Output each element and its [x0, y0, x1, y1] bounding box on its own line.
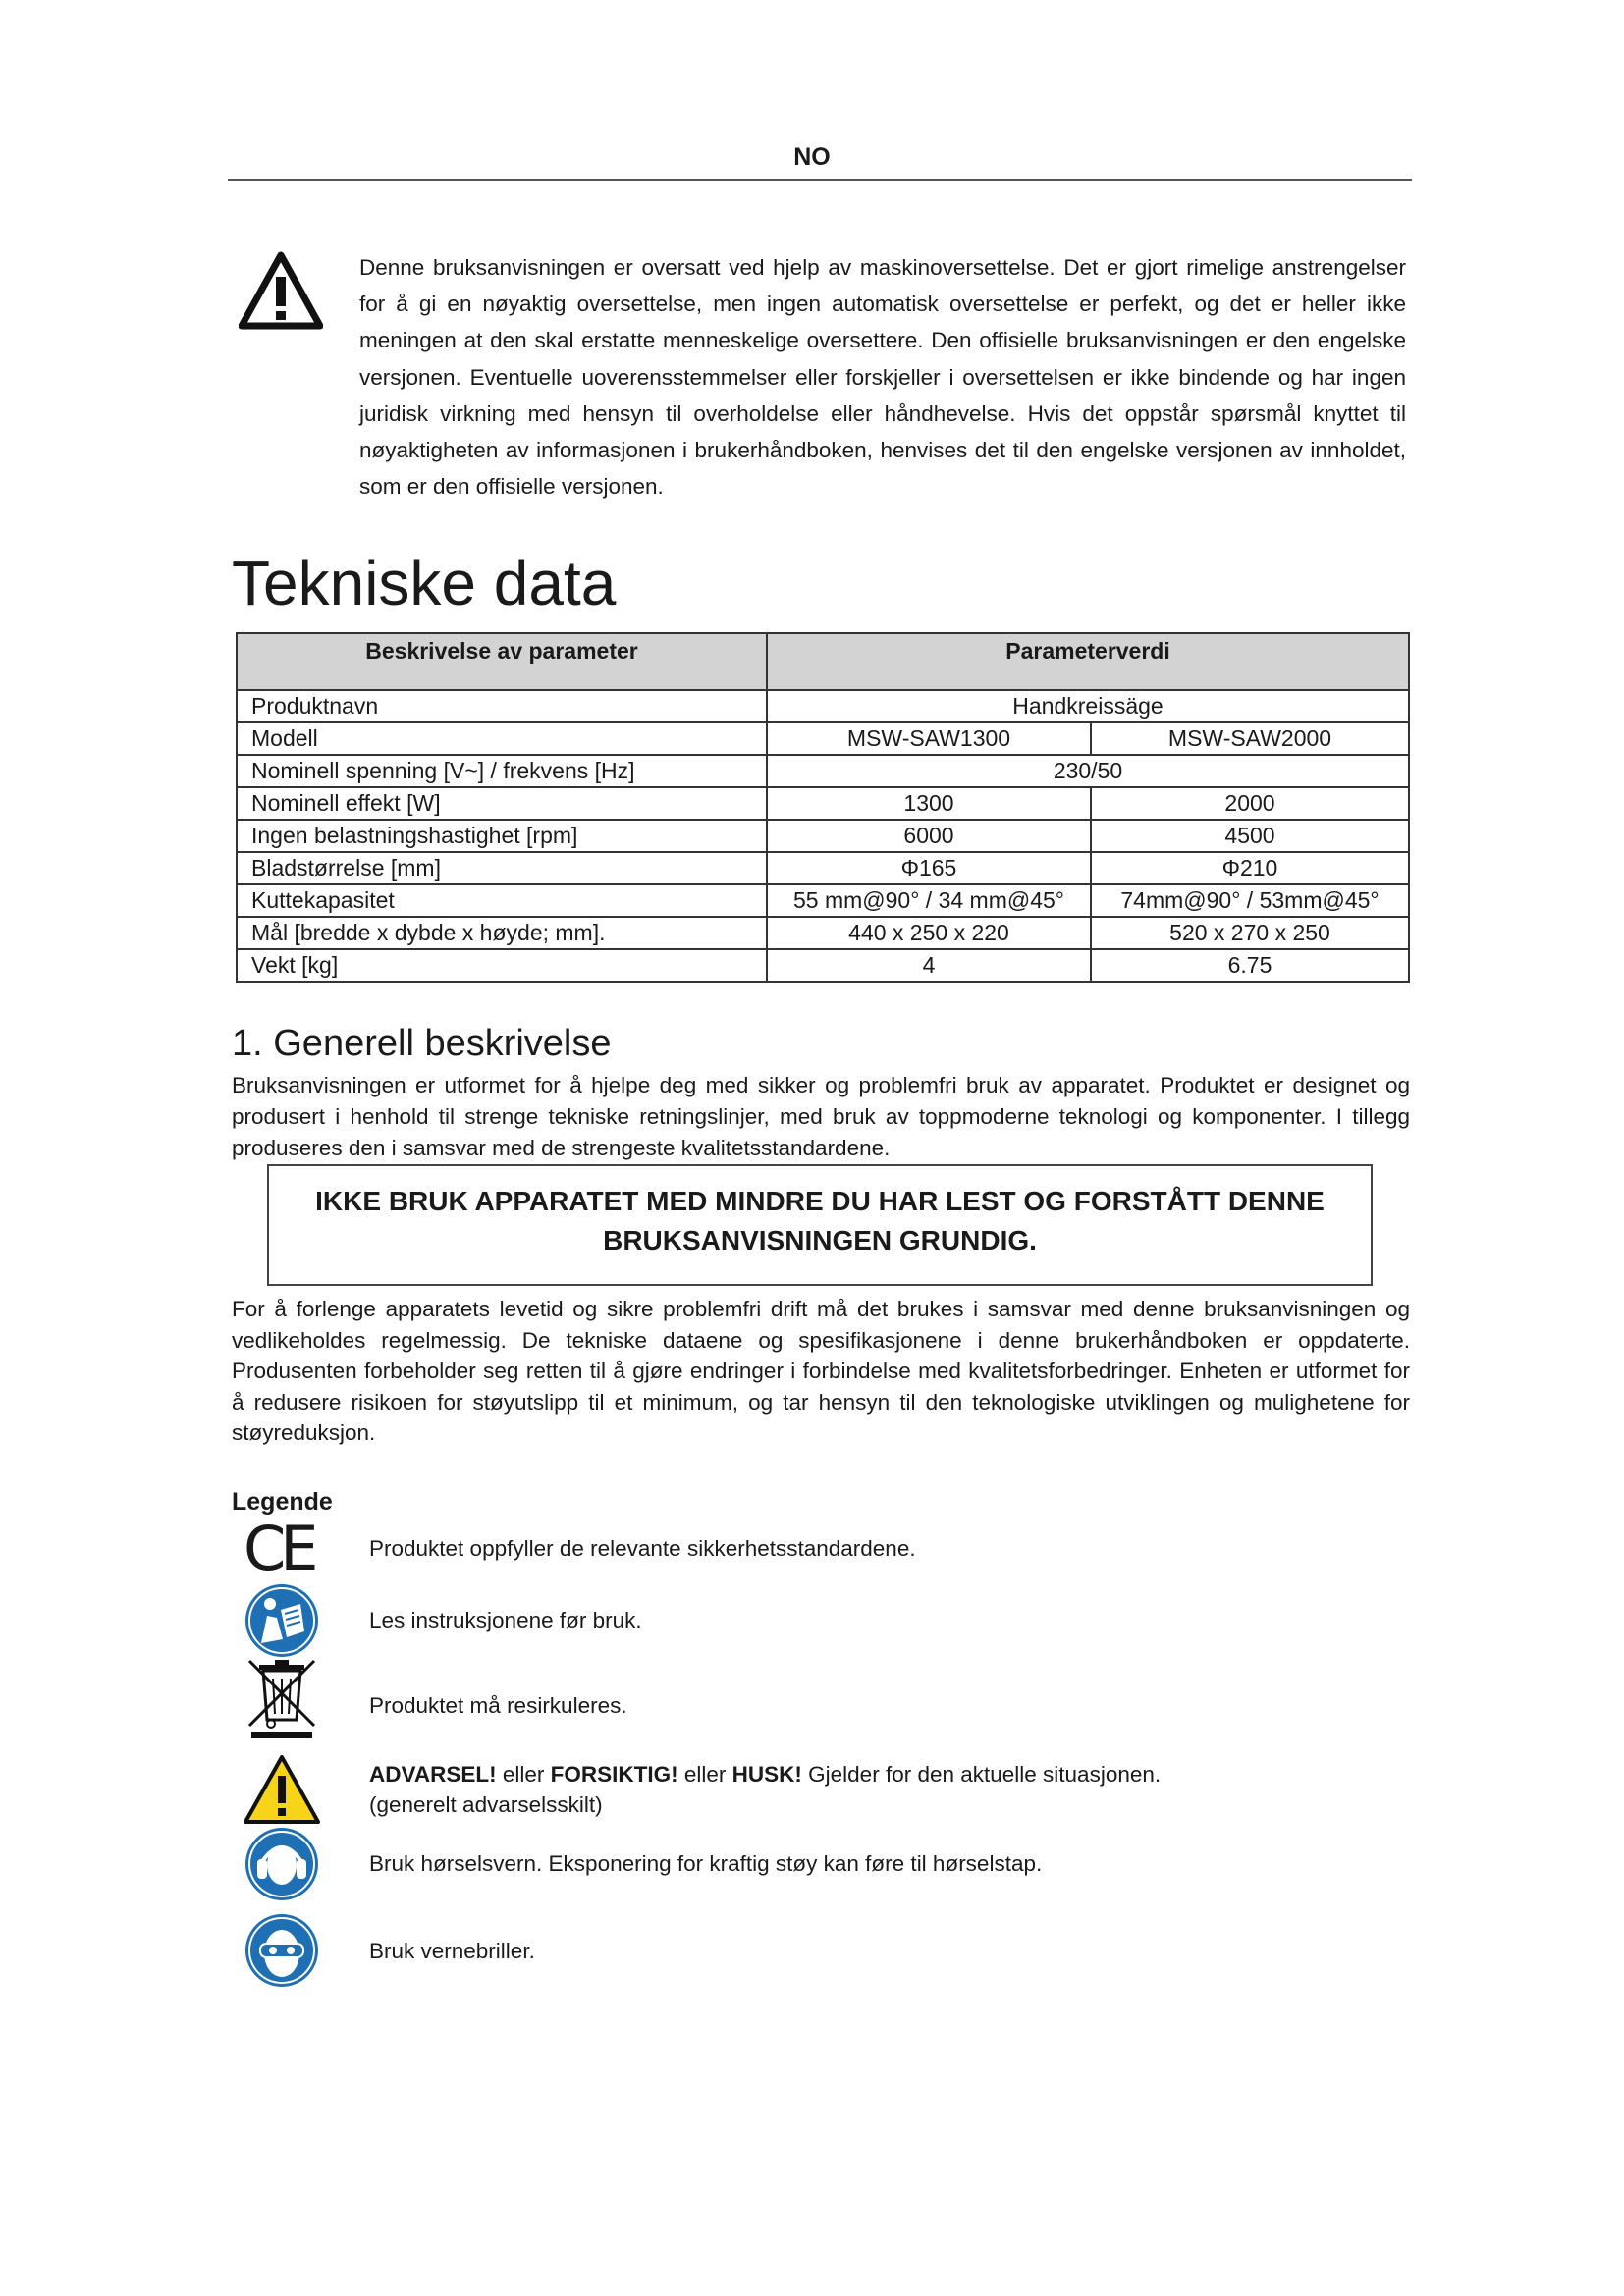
- param-value-model-b: Φ210: [1091, 852, 1409, 884]
- notice-line-2: BRUKSANVISNINGEN GRUNDIG.: [603, 1225, 1037, 1255]
- param-value-model-b: MSW-SAW2000: [1091, 722, 1409, 755]
- table-row: [237, 787, 1409, 820]
- legend-text-goggles: Bruk vernebriller.: [369, 1939, 535, 1963]
- legend-text-recycle: Produktet må resirkuleres.: [369, 1693, 627, 1718]
- important-notice-box: [267, 1164, 1373, 1286]
- param-value: 230/50: [767, 755, 1409, 787]
- param-value-model-a: Φ165: [767, 852, 1091, 884]
- param-value-model-a: 440 x 250 x 220: [767, 917, 1091, 949]
- legend-text-read-manual: Les instruksjonene før bruk.: [369, 1608, 642, 1632]
- param-value-model-b: 4500: [1091, 820, 1409, 852]
- notice-line-1: IKKE BRUK APPARATET MED MINDRE DU HAR LEST OG FORSTÅTT DENNE: [315, 1186, 1325, 1216]
- read-manual-icon: [244, 1582, 320, 1659]
- warning-keyword: ADVARSEL!: [369, 1762, 497, 1787]
- warning-connector: eller: [496, 1762, 551, 1787]
- param-label: Vekt [kg]: [237, 949, 767, 982]
- ear-protection-icon: [244, 1826, 320, 1902]
- important-notice-text: [269, 1182, 1371, 1260]
- table-row: [237, 949, 1409, 982]
- header-divider: [228, 179, 1412, 181]
- legend-text-warning: [369, 1759, 1161, 1820]
- param-label: Kuttekapasitet: [237, 884, 767, 917]
- ce-mark-icon: CE: [244, 1513, 313, 1584]
- param-value: Handkreissäge: [767, 690, 1409, 722]
- table-header-row: [237, 633, 1409, 690]
- param-value-model-a: MSW-SAW1300: [767, 722, 1091, 755]
- param-value-model-a: 1300: [767, 787, 1091, 820]
- table-row: [237, 690, 1409, 722]
- warning-sign-icon: [244, 1751, 320, 1828]
- param-value-model-b: 74mm@90° / 53mm@45°: [1091, 884, 1409, 917]
- general-paragraph-1: Bruksanvisningen er utformet for å hjelpe deg med sikker og problemfri bruk av apparatet. Produktet er designet og produsert i henhold til strenge tekniske retningslinjer, med bruk av toppmoderne teknologi og komponenter. I tillegg produseres den i samsvar med de strengeste kvalitetsstandardene.: [232, 1073, 1410, 1160]
- legend-text-ear-protection: Bruk hørselsvern. Eksponering for kraftig støy kan føre til hørselstap.: [369, 1851, 1043, 1876]
- param-value-model-b: 6.75: [1091, 949, 1409, 982]
- param-value-model-a: 4: [767, 949, 1091, 982]
- legend-text-ce: Produktet oppfyller de relevante sikkerhetsstandardene.: [369, 1536, 916, 1561]
- table-row: [237, 722, 1409, 755]
- param-label: Ingen belastningshastighet [rpm]: [237, 820, 767, 852]
- warning-rest: Gjelder for den aktuelle situasjonen.: [801, 1762, 1162, 1787]
- page-language-header: NO: [793, 143, 831, 171]
- safety-goggles-icon: [244, 1912, 320, 1989]
- table-row: [237, 917, 1409, 949]
- param-value-model-b: 520 x 270 x 250: [1091, 917, 1409, 949]
- section-title-technical-data: Tekniske data: [232, 548, 617, 618]
- warning-triangle-icon: [239, 251, 323, 330]
- column-header-parameter: Beskrivelse av parameter: [237, 633, 767, 690]
- param-value-model-a: 6000: [767, 820, 1091, 852]
- table-row: [237, 884, 1409, 917]
- caution-keyword: FORSIKTIG!: [550, 1762, 678, 1787]
- section-title-general-description: 1. Generell beskrivelse: [232, 1023, 612, 1064]
- param-label: Modell: [237, 722, 767, 755]
- technical-data-table: [236, 632, 1410, 983]
- warning-connector: eller: [677, 1762, 732, 1787]
- legend-title: Legende: [232, 1488, 333, 1516]
- param-label: Produktnavn: [237, 690, 767, 722]
- translation-disclaimer: Denne bruksanvisningen er oversatt ved hjelp av maskinoversettelse. Det er gjort rimelige anstrengelser for å gi en nøyaktig oversettelse, men ingen automatisk oversettelse er perfekt, og det er heller ikke meningen at den skal erstatte menneskelige oversettere. Den offisielle bruksanvisningen er den engelske versjonen. Eventuelle uoverensstemmelser eller forskjeller i oversettelsen er ikke bindende og har ingen juridisk virkning med hensyn til overholdelse eller håndhevelse. Hvis det oppstår spørsmål knyttet til nøyaktigheten av informasjonen i brukerhåndboken, henvises det til den engelske versjonen av innholdet, som er den offisielle versjonen.: [359, 255, 1406, 500]
- table-row: [237, 755, 1409, 787]
- param-value-model-a: 55 mm@90° / 34 mm@45°: [767, 884, 1091, 917]
- param-label: Bladstørrelse [mm]: [237, 852, 767, 884]
- legend-subtext-warning: (generelt advarselsskilt): [369, 1792, 603, 1817]
- column-header-value: Parameterverdi: [767, 633, 1409, 690]
- crossed-bin-icon: [244, 1655, 320, 1739]
- param-value-model-b: 2000: [1091, 787, 1409, 820]
- table-row: [237, 852, 1409, 884]
- param-label: Nominell effekt [W]: [237, 787, 767, 820]
- general-paragraph-2: For å forlenge apparatets levetid og sikre problemfri drift må det brukes i samsvar med denne bruksanvisningen og vedlikeholdes regelmessig. De tekniske dataene og spesifikasjonene i denne brukerhåndboken er oppdaterte. Produsenten forbeholder seg retten til å gjøre endringer i forbindelse med kvalitetsforbedringer. Enheten er utformet for å redusere risikoen for støyutslipp til et minimum, og tar hensyn til den teknologiske utviklingen og mulighetene for støyreduksjon.: [232, 1297, 1410, 1445]
- param-label: Nominell spenning [V~] / frekvens [Hz]: [237, 755, 767, 787]
- remember-keyword: HUSK!: [731, 1762, 802, 1787]
- table-row: [237, 820, 1409, 852]
- param-label: Mål [bredde x dybde x høyde; mm].: [237, 917, 767, 949]
